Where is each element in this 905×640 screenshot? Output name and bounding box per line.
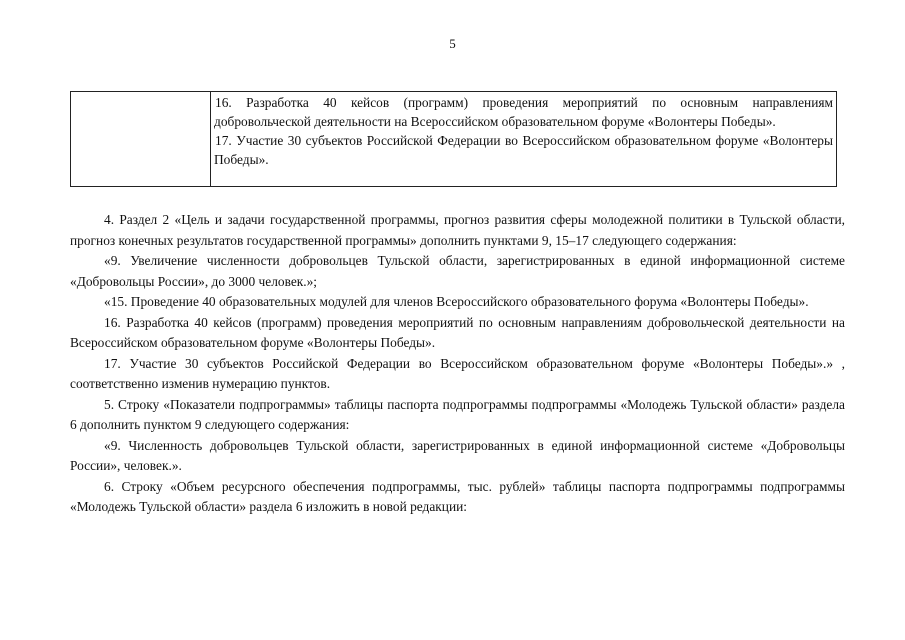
- paragraph-item-6: 6. Строку «Объем ресурсного обеспечения подпрограммы, тыс. рублей» таблицы паспорта подпрограммы подпрограммы «Молодежь Тульской области» раздела 6 изложить в новой редакции:: [70, 478, 845, 514]
- paragraph-quote-9: «9. Увеличение численности добровольцев Тульской области, зарегистрированных в единой информационной системе «Добровольцы России», до 3000 человек.»;: [70, 253, 845, 289]
- paragraph-quote-17: 17. Участие 30 субъектов Российской Федерации во Всероссийском образовательном форуме «Волонтеры Победы».» , соответственно изменив нумерацию пунктов.: [70, 355, 845, 391]
- document-body: [70, 210, 845, 518]
- table-item-16: 16. Разработка 40 кейсов (программ) проведения мероприятий по основным направлениям добровольческой деятельности на Всероссийском образовательном форуме «Волонтеры Победы».: [214, 95, 833, 129]
- paragraph-quote-16: 16. Разработка 40 кейсов (программ) проведения мероприятий по основным направлениям добровольческой деятельности на Всероссийском образовательном форуме «Волонтеры Победы».: [70, 314, 845, 350]
- paragraph-quote-9b: «9. Численность добровольцев Тульской области, зарегистрированных в единой информационной системе «Добровольцы России», человек.».: [70, 437, 845, 473]
- paragraph-item-5: 5. Строку «Показатели подпрограммы» таблицы паспорта подпрограммы подпрограммы «Молодежь Тульской области» раздела 6 дополнить пунктом 9 следующего содержания:: [70, 396, 845, 432]
- paragraph-item-4: 4. Раздел 2 «Цель и задачи государственной программы, прогноз развития сферы молодежной политики в Тульской области, прогноз конечных результатов государственной программы» дополнить пунктами 9, 15–17 следующего содержания:: [70, 212, 845, 248]
- table-label-cell: [71, 92, 211, 187]
- table-content-cell: [211, 92, 837, 187]
- paragraph-quote-15: «15. Проведение 40 образовательных модулей для членов Всероссийского образовательного форума «Волонтеры Победы».: [104, 294, 809, 309]
- table-item-17: 17. Участие 30 субъектов Российской Федерации во Всероссийском образовательном форуме «Волонтеры Победы».: [214, 133, 833, 167]
- passport-table-fragment: [70, 91, 837, 187]
- table-row: [71, 92, 837, 187]
- page-number: 5: [449, 36, 456, 51]
